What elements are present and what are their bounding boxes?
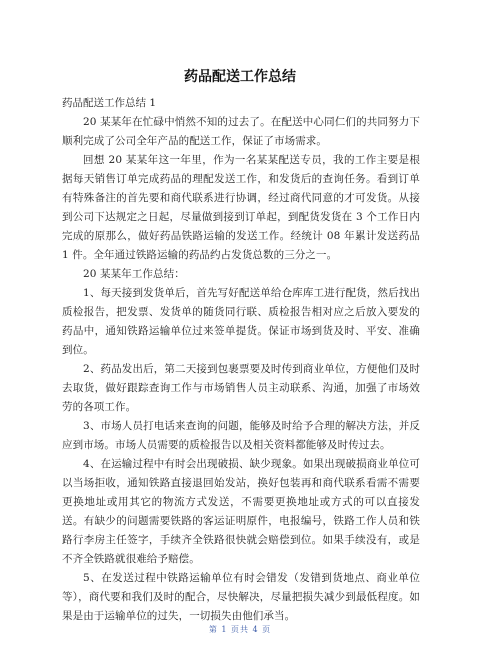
document-body — [62, 94, 420, 626]
paragraph-item-1: 1、每天接到发货单后，首先写好配送单给仓库库工进行配货，然后找出质检报告，把发票、发货单的随货同行联、质检报告相对应之后放入要发的药品中，通知铁路运输单位过来签单提货。保证市场到货及时、平安、准确到位。 — [62, 287, 420, 356]
document-subtitle: 药品配送工作总结 1 — [62, 97, 157, 109]
paragraph-item-2: 2、药品发出后，第二天接到包裹票要及时传到商业单位，方便他们及时去取货，做好跟踪查询工作与市场销售人员主动联系、沟通，加强了市场效劳的各项工作。 — [62, 363, 420, 413]
page-number-footer: 第 1 页共 4 页 — [208, 625, 272, 634]
document-title: 药品配送工作总结 — [184, 69, 296, 85]
paragraph-item-4: 4、在运输过程中有时会出现破损、缺少现象。如果出现破损商业单位可以当场拒收，通知铁路直接退回始发站，换好包装再和商代联系看需不需要更换地址或用其它的物流方式发送，不需要更换地址或方式的可以直接发送。有缺少的问题需要铁路的客运证明原件，电报编号，铁路工作人员和铁路行李房主任签字，手续齐全铁路很快就会赔偿到位。如果手续没有，或是不齐全铁路就很难给予赔偿。 — [62, 458, 420, 565]
paragraph-item-5: 5、在发送过程中铁路运输单位有时会错发（发错到货地点、商业单位等），商代要和我们及时的配合，尽快解决，尽量把损失减少到最低程度。如果是由于运输单位的过失，一切损失由他们承当。 — [62, 572, 420, 622]
paragraph-summary-heading: 20 某某年工作总结： — [83, 268, 185, 280]
paragraph-review: 回想 20 某某年这一年里，作为一名某某配送专员，我的工作主要是根据每天销售订单完成药品的理配发送工作，和发货后的查询任务。看到订单有特殊备注的首先要和商代联系进行协调，经过商代同意的才可发货。从接到公司下达规定之日起，尽量做到接到订单起，到配货发货在 3 个工作日内完成的原那么，做好药品铁路运输的发送工作。经统计 08 年累计发送药品 1 件。全年通过铁路运输的药品约占发货总数的三分之一。 — [62, 154, 420, 261]
paragraph-item-3: 3、市场人员打电话来查询的问题，能够及时给予合理的解决方法，并反应到市场。市场人员需要的质检报告以及相关资料都能够及时传过去。 — [62, 420, 420, 451]
paragraph-intro: 20 某某年在忙碌中悄然不知的过去了。在配送中心同仁们的共同努力下顺利完成了公司全年产品的配送工作，保证了市场需求。 — [62, 116, 420, 147]
